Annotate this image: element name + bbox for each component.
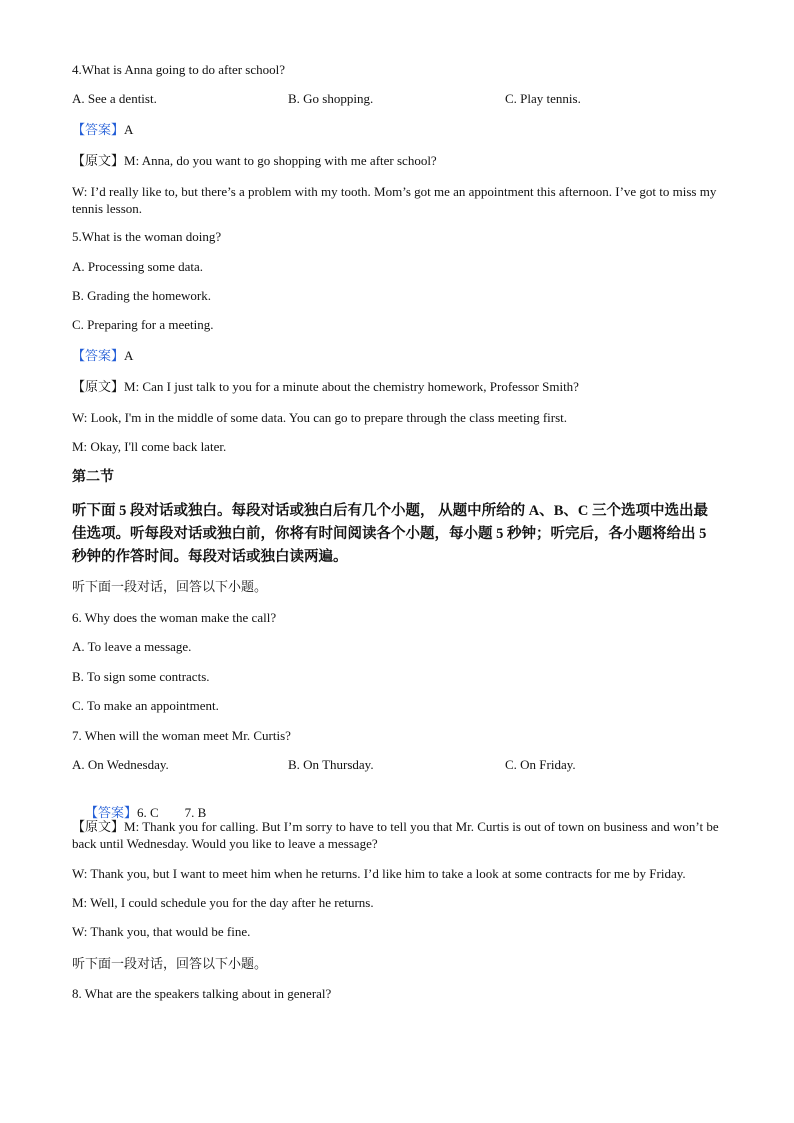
q7-question: 7. When will the woman meet Mr. Curtis? (72, 728, 291, 743)
listen-prompt: 听下面一段对话，回答以下小题。 (72, 956, 268, 971)
transcript-text: M: Can I just talk to you for a minute about the chemistry homework, Professor Smith? (124, 379, 579, 394)
q4-question: 4.What is Anna going to do after school? (72, 62, 286, 77)
q67-transcript-2: W: Thank you, but I want to meet him when he returns. I’d like him to take a look at some contracts for me by Friday. (72, 866, 686, 881)
section-instructions: 听下面 5 段对话或独白。每段对话或独白后有几个小题， 从题中所给的 A、B、C 三个选项中选出最佳选项。听每段对话或独白前，你将有时间阅读各个小题，每小题 5 秒钟；听完后，各小题将给出 5 秒钟的作答时间。每段对话或独白读两遍。 (72, 503, 708, 565)
listen-prompt: 听下面一段对话，回答以下小题。 (72, 579, 268, 594)
q5-transcript-1 (72, 378, 579, 395)
q8-question: 8. What are the speakers talking about in general? (72, 986, 332, 1001)
q6-question: 6. Why does the woman make the call? (72, 610, 277, 625)
answer-tag: 【答案】 (72, 348, 125, 363)
transcript-text: M: Thank you for calling. But I’m sorry to have to tell you that Mr. Curtis is out of town on business and won’t be back until Wednesday. Would you like to leave a message? (72, 819, 719, 851)
q7-option-b: B. On Thursday. (288, 757, 374, 772)
q7-option-c: C. On Friday. (505, 757, 576, 772)
q5-transcript-2: W: Look, I'm in the middle of some data. You can go to prepare through the class meeting first. (72, 410, 568, 425)
q5-option-b: B. Grading the homework. (72, 288, 212, 303)
answer-value: 6. C 7. B (137, 805, 207, 820)
q6-option-a: A. To leave a message. (72, 639, 192, 654)
transcript-tag: 【原文】 (72, 819, 125, 834)
q5-answer (72, 347, 133, 364)
q5-option-a: A. Processing some data. (72, 259, 204, 274)
q7-option-a: A. On Wednesday. (72, 757, 169, 772)
q5-option-c: C. Preparing for a meeting. (72, 317, 214, 332)
q5-transcript-3: M: Okay, I'll come back later. (72, 439, 227, 454)
q67-transcript-1 (72, 818, 724, 852)
answer-tag: 【答案】 (85, 805, 138, 820)
q67-transcript-3: M: Well, I could schedule you for the day after he returns. (72, 895, 374, 910)
q4-option-b: B. Go shopping. (288, 91, 374, 106)
q67-transcript-4: W: Thank you, that would be fine. (72, 924, 251, 939)
answer-value: A (124, 348, 134, 363)
transcript-text: M: Anna, do you want to go shopping with me after school? (124, 153, 437, 168)
q4-answer (72, 121, 133, 138)
q4-transcript-1 (72, 152, 437, 169)
q5-question: 5.What is the woman doing? (72, 229, 222, 244)
answer-value: A (124, 122, 134, 137)
q4-option-a: A. See a dentist. (72, 91, 157, 106)
answer-tag: 【答案】 (72, 122, 125, 137)
q4-option-c: C. Play tennis. (505, 91, 581, 106)
section-heading: 第二节 (72, 470, 114, 485)
transcript-tag: 【原文】 (72, 153, 125, 168)
q4-transcript-2: W: I’d really like to, but there’s a problem with my tooth. Mom’s got me an appointment this afternoon. I’ve got to miss my tennis lesson. (72, 184, 717, 216)
q6-option-b: B. To sign some contracts. (72, 669, 210, 684)
transcript-tag: 【原文】 (72, 379, 125, 394)
q6-option-c: C. To make an appointment. (72, 698, 219, 713)
